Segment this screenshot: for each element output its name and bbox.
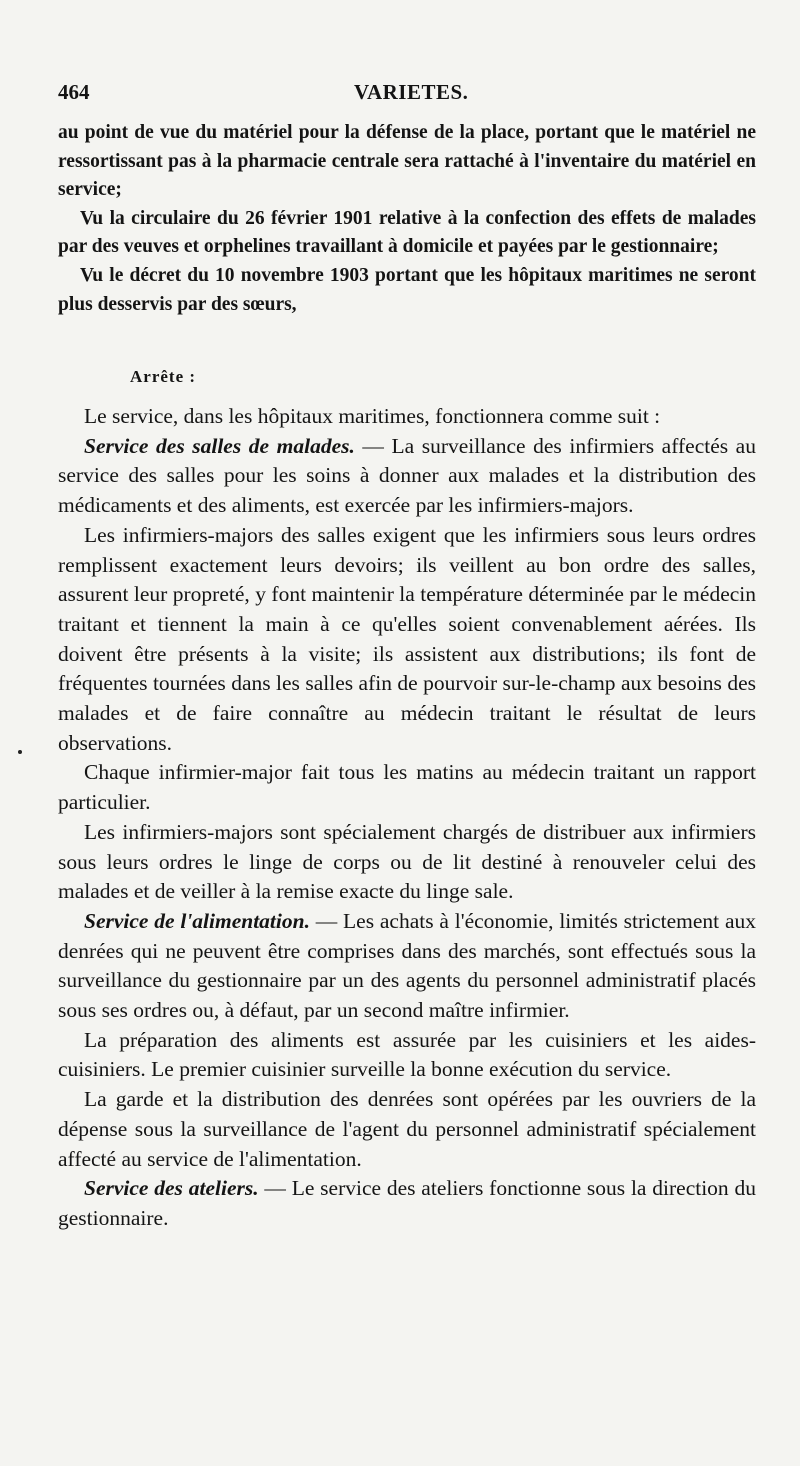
- salles-paragraph-3: Chaque infirmier-major fait tous les matins au médecin traitant un rapport particulier.: [58, 760, 756, 815]
- alimentation-section-title: Service de l'alimentation.: [84, 908, 310, 933]
- salles-paragraph-1: [58, 432, 756, 521]
- salles-section-title: Service des salles de malades.: [84, 433, 355, 458]
- preamble-paragraph-3: Vu le décret du 10 novembre 1903 portant que les hôpitaux maritimes ne seront plus desservis par des sœurs,: [58, 264, 756, 315]
- arrete-heading: Arrête :: [130, 367, 197, 386]
- alimentation-paragraph-2: La préparation des aliments est assurée par les cuisiniers et les aides-cuisiniers. Le premier cuisinier surveille la bonne exécution du service.: [58, 1027, 756, 1082]
- alimentation-paragraph-1: [58, 907, 756, 1026]
- preamble-block: [58, 119, 756, 319]
- ateliers-text-1: — Le service des ateliers fonctionne sous la direction du gestionnaire.: [58, 1176, 756, 1230]
- preamble-paragraph-2: Vu la circulaire du 26 février 1901 relative à la confection des effets de malades par des veuves et orphelines travaillant à domicile et payées par le gestionnaire;: [58, 207, 756, 258]
- running-title: VARIETES.: [354, 80, 469, 104]
- preamble-paragraph-1: au point de vue du matériel pour la défense de la place, portant que le matériel ne ressortissant pas à la pharmacie centrale sera rattaché à l'inventaire du matériel en service;: [58, 122, 756, 201]
- salles-text-1: — La surveillance des infirmiers affectés au service des salles pour les soins à donner aux malades et la distribution des médicaments et des aliments, est exercée par les infirmiers-majors.: [58, 433, 756, 518]
- page-header: [58, 80, 758, 112]
- intro-paragraph: Le service, dans les hôpitaux maritimes, fonctionnera comme suit :: [84, 404, 661, 428]
- page-number: 464: [58, 80, 90, 104]
- ateliers-paragraph-1: [58, 1174, 756, 1233]
- salles-paragraph-4: Les infirmiers-majors sont spécialement chargés de distribuer aux infirmiers sous leurs ordres le linge de corps ou de lit destiné à renouveler celui des malades et de veiller à la remise exacte du linge sale.: [58, 819, 756, 904]
- margin-mark: [18, 750, 22, 754]
- ateliers-section-title: Service des ateliers.: [84, 1176, 259, 1201]
- alimentation-text-1: — Les achats à l'économie, limités strictement aux denrées qui ne peuvent être comprises dans des marchés, sont effectués sous la surveillance du gestionnaire par un des agents du personnel administratif placés sous ses ordres ou, à défaut, par un second maître infirmier.: [58, 908, 756, 1023]
- alimentation-paragraph-3: La garde et la distribution des denrées sont opérées par les ouvriers de la dépense sous la surveillance de l'agent du personnel administratif spécialement affecté au service de l'alimentation.: [58, 1087, 756, 1171]
- decree-body: [58, 402, 756, 1234]
- salles-paragraph-2: Les infirmiers-majors des salles exigent que les infirmiers sous leurs ordres remplissent exactement leurs devoirs; ils veillent au bon ordre des salles, assurent leur propreté, y font maintenir la température déterminée par le médecin traitant et tiennent la main à ce qu'elles soient convenablement aérées. Ils doivent être présents à la visite; ils assistent aux distributions; ils font de fréquentes tournées dans les salles afin de pourvoir sur-le-champ aux besoins des malades et de faire connaître au médecin traitant le résultat de leurs observations.: [58, 522, 756, 755]
